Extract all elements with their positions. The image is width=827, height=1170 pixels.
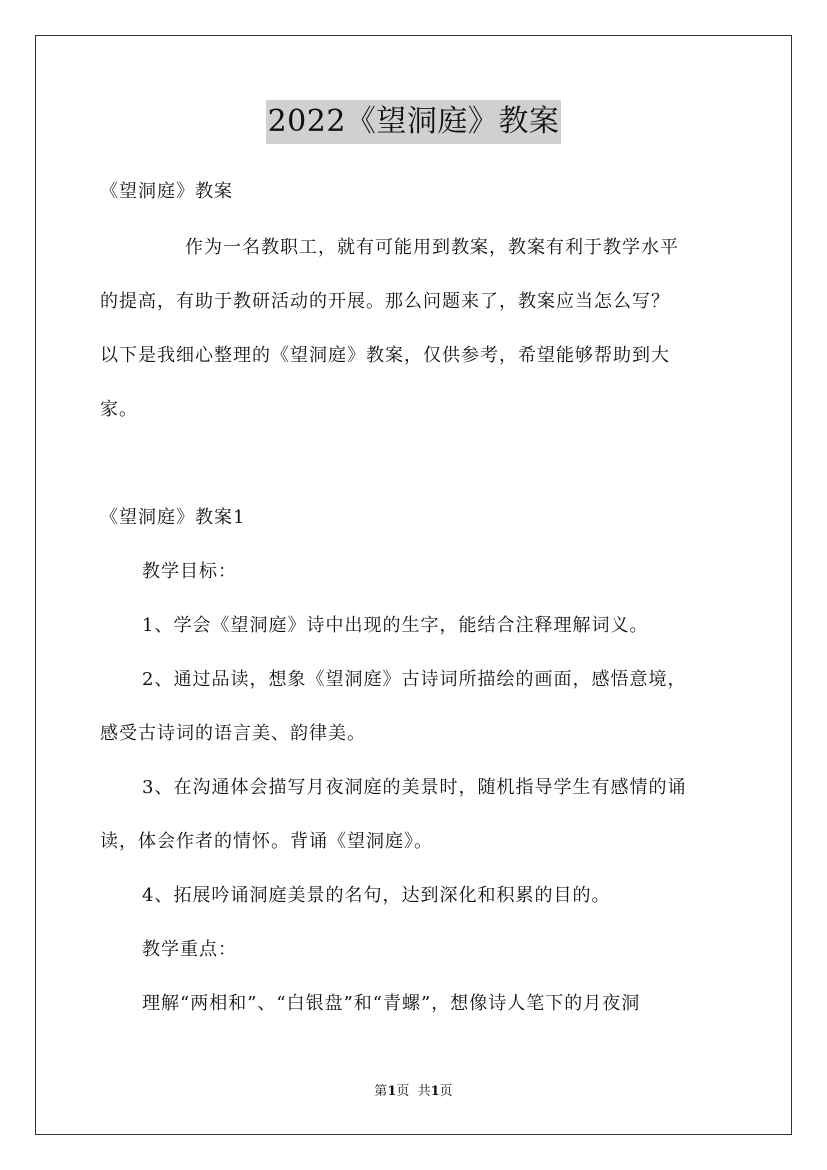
- goal-3-line-1: 3、在沟通体会描写月夜洞庭的美景时，随机指导学生有感情的诵: [142, 777, 687, 798]
- goal-1: 1、学会《望洞庭》诗中出现的生字，能结合注释理解词义。: [142, 615, 649, 636]
- footer-page-current: 1: [387, 1084, 397, 1099]
- title-container: [0, 100, 827, 144]
- footer-label-post: 页: [439, 1084, 453, 1099]
- goal-4: 4、拓展吟诵洞庭美景的名句，达到深化和积累的目的。: [142, 885, 611, 906]
- footer-label-mid: 页 共: [396, 1084, 431, 1099]
- intro-line-3: 以下是我细心整理的《望洞庭》教案，仅供参考，希望能够帮助到大: [100, 345, 670, 366]
- intro-line-4: 家。: [100, 399, 138, 420]
- goal-3-line-2: 读，体会作者的情怀。背诵《望洞庭》。: [100, 831, 433, 852]
- goal-2-line-1: 2、通过品读，想象《望洞庭》古诗词所描绘的画面，感悟意境，: [142, 669, 687, 690]
- document-subtitle: 《望洞庭》教案: [100, 181, 233, 202]
- page-footer: [0, 1083, 827, 1101]
- key-points-line-1: 理解“两相和”、“白银盘”和“青螺”，想像诗人笔下的月夜洞: [142, 993, 641, 1014]
- key-points-heading: 教学重点：: [142, 939, 237, 960]
- goal-2-line-2: 感受古诗词的语言美、韵律美。: [100, 723, 366, 744]
- footer-page-total: 1: [430, 1084, 440, 1099]
- document-title: 2022《望洞庭》教案: [266, 100, 562, 144]
- intro-line-1: 作为一名教职工，就有可能用到教案，教案有利于教学水平: [185, 237, 679, 258]
- footer-label-pre: 第: [374, 1084, 388, 1099]
- goals-heading: 教学目标：: [142, 561, 237, 582]
- section1-heading: 《望洞庭》教案1: [100, 507, 246, 528]
- intro-line-2: 的提高，有助于教研活动的开展。那么问题来了，教案应当怎么写？: [100, 291, 670, 312]
